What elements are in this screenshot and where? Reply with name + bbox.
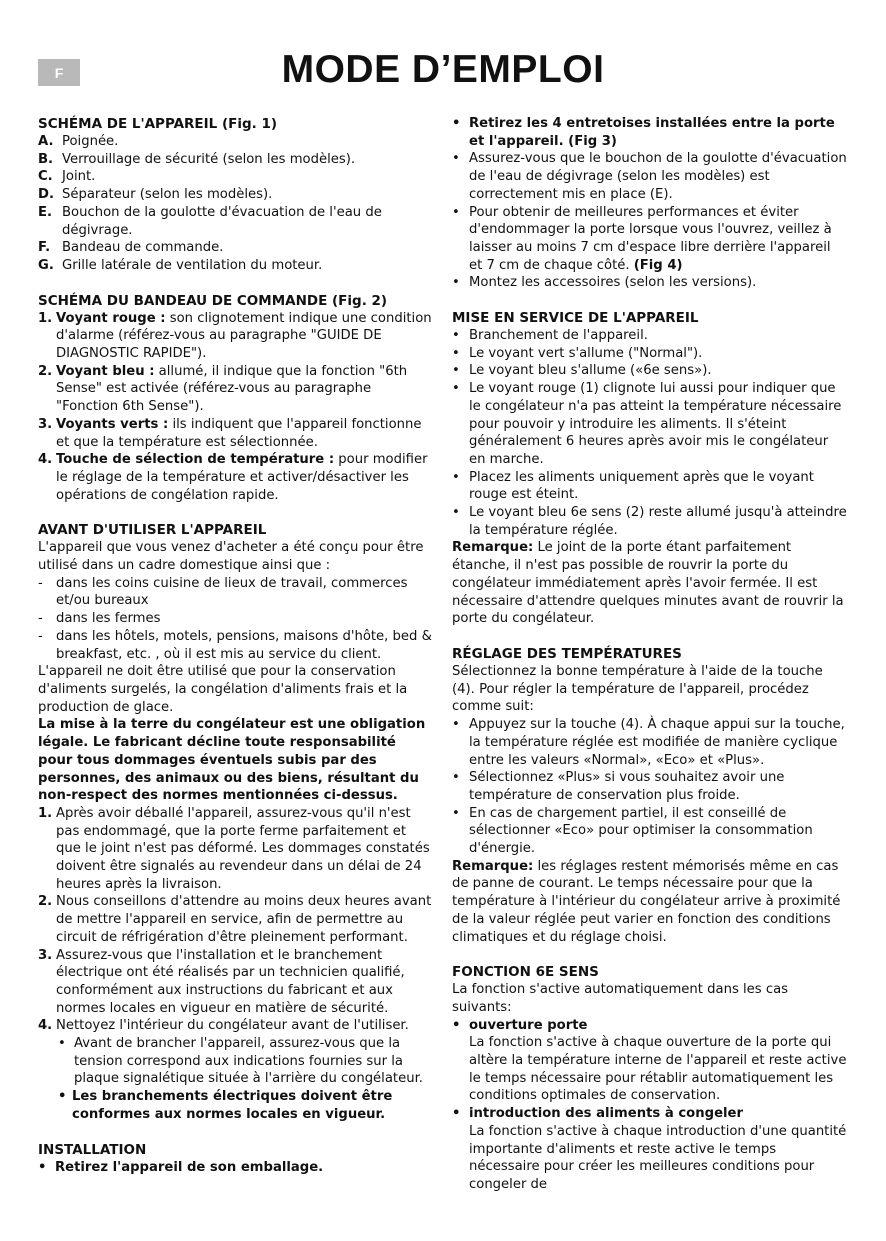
- list-item: 3. Voyants verts : ils indiquent que l'appareil fonctionne et que la température est sélectionnée.: [38, 416, 422, 450]
- list-item: • Pour obtenir de meilleures performances et éviter d'endommager la porte lorsque vous l'ouvrez, veillez à laisser au moins 7 cm d'espace libre derrière l'appareil et 7 cm de chaque côté. (Fig 4): [452, 204, 832, 273]
- list-item: 1. Voyant rouge : son clignotement indique une condition d'alarme (référez-vous au paragraphe "GUIDE DE DIAGNOSTIC RAPIDE").: [38, 310, 432, 362]
- list-item: - dans les coins cuisine de lieux de travail, commerces et/ou bureaux: [38, 575, 408, 609]
- list-item: • Le voyant bleu 6e sens (2) reste allumé jusqu'à atteindre la température réglée.: [452, 505, 847, 538]
- paragraph: L'appareil ne doit être utilisé que pour la conservation d'aliments surgelés, la congélation d'aliments frais et la production de glace.: [38, 664, 408, 715]
- list-item: 4. Touche de sélection de température : pour modifier le réglage de la température et activer/désactiver les opérations de congélation rapide.: [38, 452, 428, 503]
- appliance-parts-list: [38, 133, 432, 275]
- section-title-appliance-diagram: SCHÉMA DE L'APPAREIL (Fig. 1): [38, 116, 278, 132]
- list-item: • Placez les aliments uniquement après que le voyant rouge est éteint.: [452, 469, 814, 503]
- list-item: 2. Nous conseillons d'attendre au moins deux heures avant de mettre l'appareil en service, afin de permettre au circuit de réfrigération d'être pleinement performant.: [38, 894, 432, 945]
- right-column: [452, 115, 848, 1194]
- section-title-before-use: AVANT D'UTILISER L'APPAREIL: [38, 522, 267, 539]
- section-title-control-panel: SCHÉMA DU BANDEAU DE COMMANDE (Fig. 2): [38, 292, 388, 309]
- section-title-installation: INSTALLATION: [38, 1141, 147, 1158]
- list-item: F. Bandeau de commande.: [38, 240, 224, 256]
- section-title-temperature: RÉGLAGE DES TEMPÉRATURES: [452, 645, 682, 662]
- paragraph: L'appareil que vous venez d'acheter a été conçu pour être utilisé dans un cadre domestique ainsi que :: [38, 540, 424, 574]
- paragraph: La fonction s'active automatiquement dans les cas suivants:: [452, 982, 789, 1015]
- paragraph: La fonction s'active à chaque introduction d'une quantité importante d'aliments et reste active le temps nécessaire pour créer les meilleures conditions pour congeler de: [469, 1123, 847, 1192]
- list-item: E. Bouchon de la goulotte d'évacuation de l'eau de dégivrage.: [38, 204, 382, 238]
- list-item: • Assurez-vous que le bouchon de la goulotte d'évacuation de l'eau de dégivrage (selon les modèles) est correctement mis en place (E).: [452, 151, 847, 202]
- list-item: • Retirez l'appareil de son emballage.: [38, 1159, 324, 1175]
- list-item: 4. Nettoyez l'intérieur du congélateur avant de l'utiliser.: [38, 1018, 409, 1034]
- paragraph: La fonction s'active à chaque ouverture de la porte qui altère la température interne de l'appareil et reste active le temps nécessaire pour rétablir automatiquement les conditions optimales de conservation.: [469, 1035, 847, 1104]
- list-item: • Montez les accessoires (selon les versions).: [452, 275, 757, 291]
- section-title-6th-sense: FONCTION 6E SENS: [452, 964, 599, 981]
- list-item: • introduction des aliments à congeler: [452, 1106, 743, 1122]
- control-panel-list: [38, 310, 432, 505]
- list-item: • En cas de chargement partiel, il est conseillé de sélectionner «Eco» pour optimiser la consommation d'énergie.: [452, 805, 813, 857]
- list-item: - dans les fermes: [38, 611, 161, 627]
- left-column: [38, 115, 432, 1176]
- list-item: C. Joint.: [38, 169, 96, 185]
- list-item: - dans les hôtels, motels, pensions, maisons d'hôte, bed & breakfast, etc. , où il est mis au service du client.: [38, 628, 432, 662]
- list-item: • Le voyant bleu s'allume («6e sens»).: [452, 363, 712, 379]
- list-item: 2. Voyant bleu : allumé, il indique que la fonction "6th Sense" est activée (référez-vous au paragraphe "Fonction 6th Sense").: [38, 363, 408, 415]
- list-item: • Le voyant vert s'allume ("Normal").: [452, 345, 703, 361]
- list-item: 1. Après avoir déballé l'appareil, assurez-vous qu'il n'est pas endommagé, que la porte ferme parfaitement et que le joint n'est pas déformé. Les dommages constatés doivent être signalés au revendeur dans un délai de 24 heures après la livraison.: [38, 805, 430, 892]
- paragraph: Sélectionnez la bonne température à l'aide de la touche (4). Pour régler la température de l'appareil, procédez comme suit:: [452, 663, 823, 715]
- list-item: • Appuyez sur la touche (4). À chaque appui sur la touche, la température réglée est modifiée de manière cyclique entre les valeurs «Normal», «Eco» et «Plus».: [452, 717, 845, 768]
- note-paragraph: Remarque: Le joint de la porte étant parfaitement étanche, il n'est pas possible de rouvrir la porte du congélateur immédiatement après l'avoir fermée. Il est nécessaire d'attendre quelques minutes avant de rouvrir la porte du congélateur.: [452, 540, 844, 627]
- list-item: G. Grille latérale de ventilation du moteur.: [38, 257, 323, 273]
- list-item: • Branchement de l'appareil.: [452, 328, 648, 344]
- page-title: MODE D’EMPLOI: [281, 48, 605, 91]
- warning-paragraph: La mise à la terre du congélateur est une obligation légale. Le fabricant décline toute responsabilité pour tous dommages éventuels subis par des personnes, des animaux ou des biens, résultant du non-respect des normes mentionnées ci-dessus.: [38, 717, 426, 804]
- list-item: • Avant de brancher l'appareil, assurez-vous que la tension correspond aux indications fournies sur la plaque signalétique située à l'arrière du congélateur.: [58, 1036, 423, 1087]
- list-item: 3. Assurez-vous que l'installation et le branchement électrique ont été réalisés par un technicien qualifié, conformément aux instructions du fabricant et aux normes locales en vigueur en matière de sécurité.: [38, 947, 405, 1016]
- list-item: • Sélectionnez «Plus» si vous souhaitez avoir une température de conservation plus froide.: [452, 770, 785, 803]
- language-badge: F: [38, 59, 80, 86]
- list-item: • Retirez les 4 entretoises installées entre la porte et l'appareil. (Fig 3): [452, 116, 835, 149]
- list-item: • ouverture porte: [452, 1017, 588, 1033]
- list-item: B. Verrouillage de sécurité (selon les modèles).: [38, 151, 356, 167]
- list-item: A. Poignée.: [38, 134, 119, 149]
- list-item: D. Séparateur (selon les modèles).: [38, 187, 273, 203]
- list-item: • Le voyant rouge (1) clignote lui aussi pour indiquer que le congélateur n'a pas atteint la température nécessaire pour pouvoir y introduire les aliments. Il s'éteint généralement 6 heures après avoir mis le congélateur en marche.: [452, 381, 842, 467]
- note-paragraph: Remarque: les réglages restent mémorisés même en cas de panne de courant. Le temps nécessaire pour que la température à l'intérieur du congélateur arrive à proximité de la valeur réglée peut varier en fonction des conditions climatiques et du réglage choisi.: [452, 858, 841, 945]
- section-title-start-up: MISE EN SERVICE DE L'APPAREIL: [452, 310, 699, 327]
- list-item: • Les branchements électriques doivent être conformes aux normes locales en vigueur.: [58, 1089, 393, 1122]
